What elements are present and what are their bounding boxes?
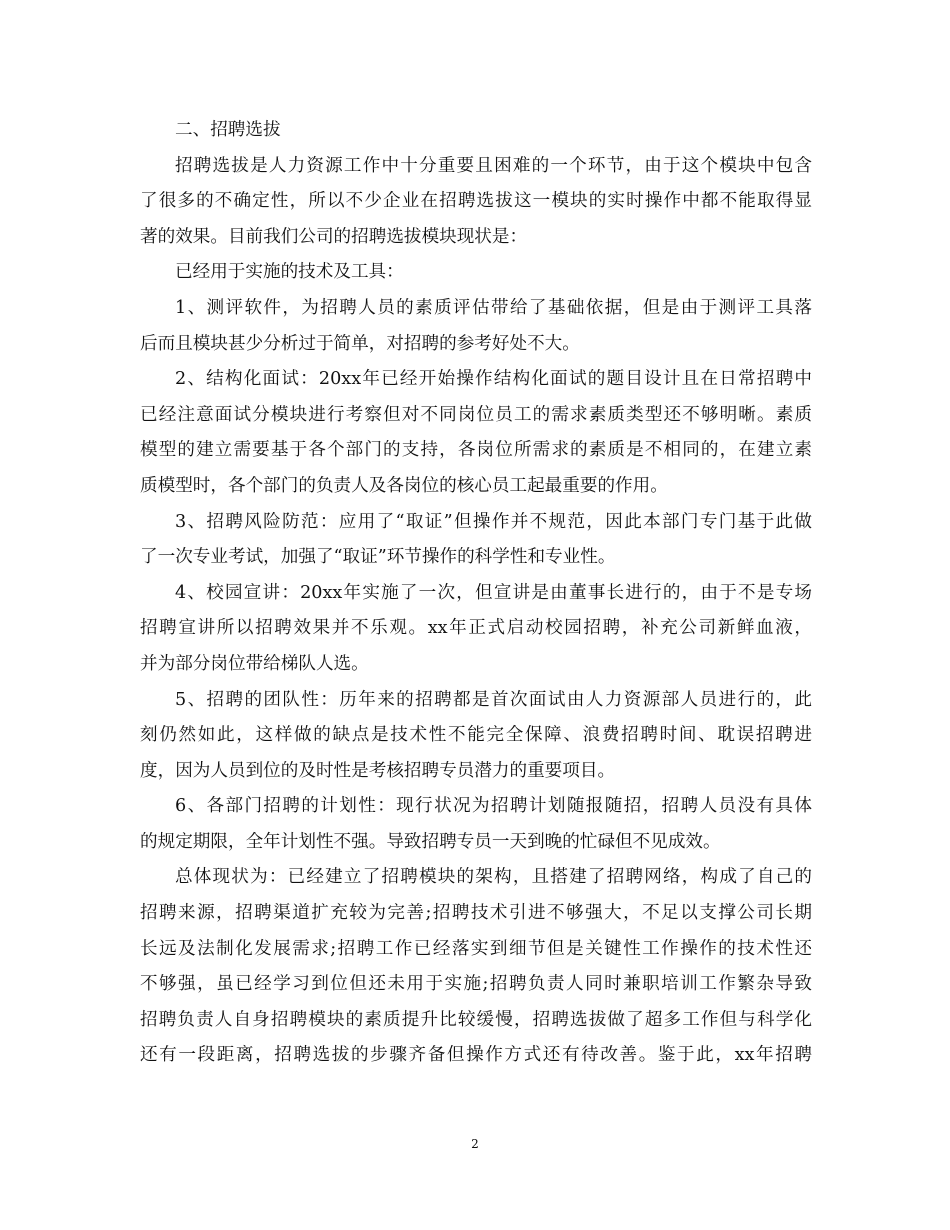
section-heading: 二、招聘选拔: [175, 120, 281, 140]
paragraph-line: 5、招聘的团队性：历年来的招聘都是首次面试由人力资源部人员进行的，此: [175, 689, 812, 710]
paragraph-line: 了很多的不确定性，所以不少企业在招聘选拔这一模块的实时操作中都不能取得显: [140, 191, 812, 212]
paragraph-line: 招聘来源，招聘渠道扩充较为完善;招聘技术引进不够强大，不足以支撑公司长期: [140, 903, 812, 924]
paragraph-line: 刻仍然如此，这样做的缺点是技术性不能完全保障、浪费招聘时间、耽误招聘进: [140, 725, 812, 746]
paragraph-line: 6、各部门招聘的计划性：现行状况为招聘计划随报随招，招聘人员没有具体: [175, 796, 812, 817]
paragraph-line: 招聘负责人自身招聘模块的素质提升比较缓慢，招聘选拔做了超多工作但与科学化: [140, 1009, 812, 1030]
paragraph-line: 模型的建立需要基于各个部门的支持，各岗位所需求的素质是不相同的，在建立素: [140, 440, 812, 461]
paragraph-line: 还有一段距离，招聘选拔的步骤齐备但操作方式还有待改善。鉴于此，xx年招聘: [140, 1045, 812, 1066]
paragraph-line: 著的效果。目前我们公司的招聘选拔模块现状是：: [140, 226, 528, 247]
paragraph-line: 4、校园宣讲：20xx年实施了一次，但宣讲是由董事长进行的，由于不是专场: [175, 582, 812, 603]
paragraph-line: 3、招聘风险防范：应用了“取证”但操作并不规范，因此本部门专门基于此做: [175, 511, 812, 532]
paragraph-line: 长远及法制化发展需求;招聘工作已经落实到细节但是关键性工作操作的技术性还: [140, 938, 812, 959]
paragraph-line: 已经注意面试分模块进行考察但对不同岗位员工的需求素质类型还不够明晰。素质: [140, 404, 812, 425]
paragraph-line: 质模型时，各个部门的负责人及各岗位的核心员工起最重要的作用。: [140, 475, 668, 496]
paragraph-line: 2、结构化面试：20xx年已经开始操作结构化面试的题目设计且在日常招聘中: [175, 369, 812, 390]
paragraph-line: 总体现状为：已经建立了招聘模块的架构，且搭建了招聘网络，构成了自己的: [175, 867, 812, 888]
paragraph-line: 不够强，虽已经学习到位但还未用于实施;招聘负责人同时兼职培训工作繁杂导致: [140, 974, 812, 995]
paragraph-line: 度，因为人员到位的及时性是考核招聘专员潜力的重要项目。: [140, 760, 616, 781]
paragraph-line: 招聘选拔是人力资源工作中十分重要且困难的一个环节，由于这个模块中包含: [175, 155, 812, 176]
paragraph-line: 的规定期限，全年计划性不强。导致招聘专员一天到晚的忙碌但不见成效。: [140, 831, 721, 852]
paragraph-line: 并为部分岗位带给梯队人选。: [140, 653, 369, 674]
paragraph-line: 了一次专业考试，加强了“取证”环节操作的科学性和专业性。: [140, 547, 616, 568]
document-body: [140, 113, 812, 1074]
paragraph-line: 招聘宣讲所以招聘效果并不乐观。xx年正式启动校园招聘，补充公司新鲜血液，: [140, 618, 812, 639]
paragraph-line: 已经用于实施的技术及工具：: [175, 262, 404, 283]
page-number: 2: [471, 1137, 479, 1151]
paragraph-line: 1、测评软件，为招聘人员的素质评估带给了基础依据，但是由于测评工具落: [175, 297, 812, 318]
paragraph-line: 后而且模块甚少分析过于简单，对招聘的参考好处不大。: [140, 333, 580, 354]
